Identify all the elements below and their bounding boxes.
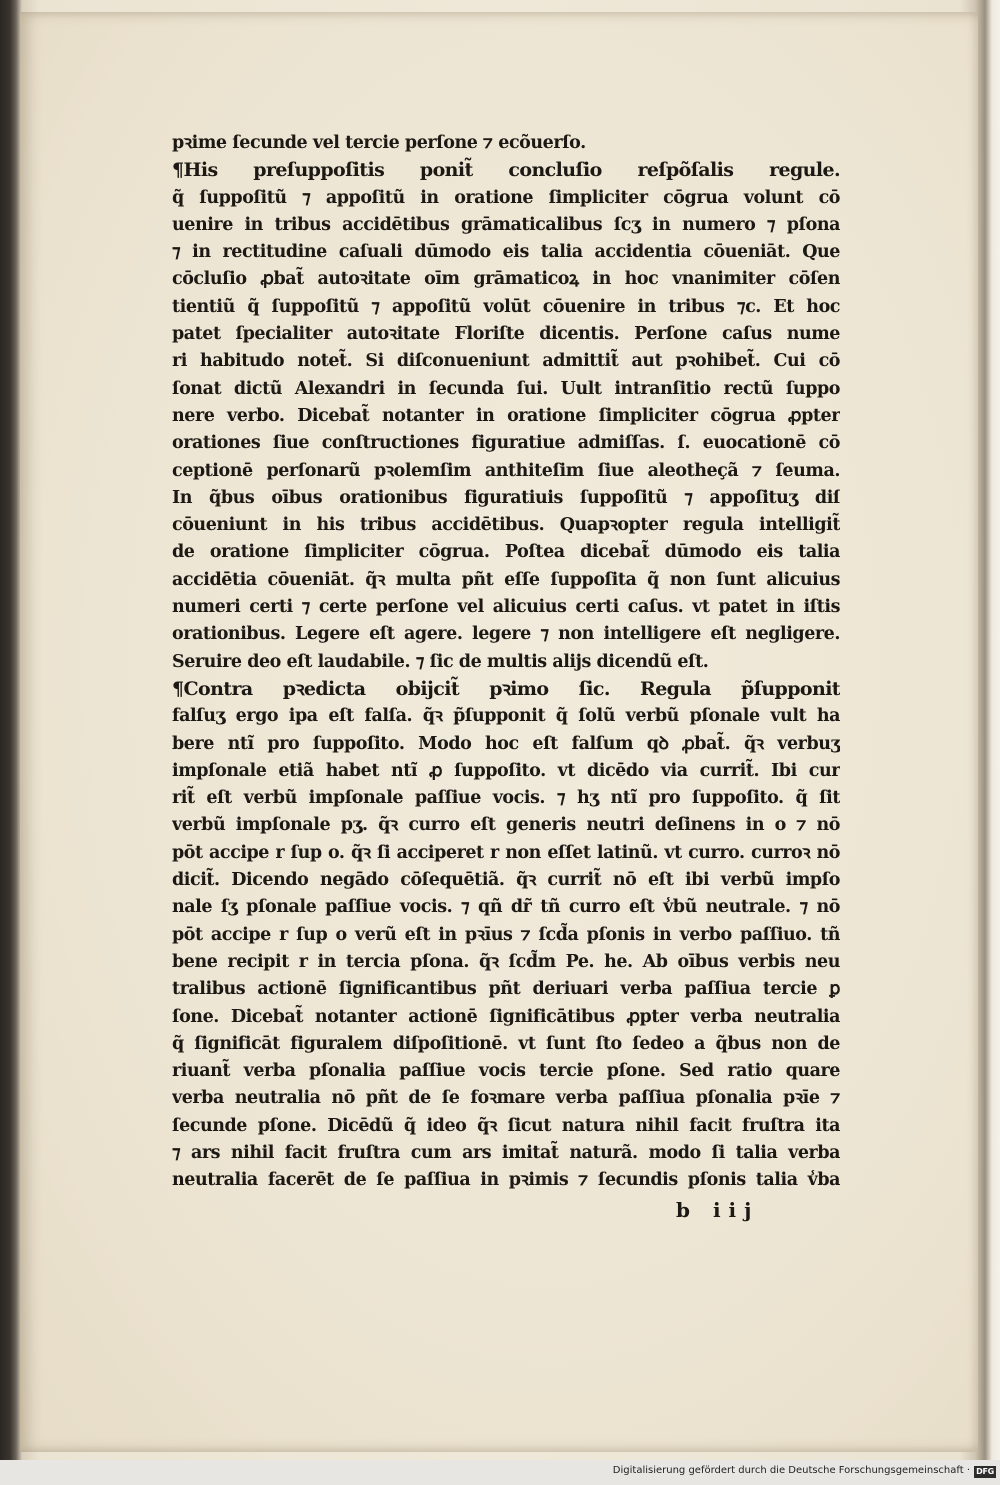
text-line: Seruire deo eſt laudabile. ⁊ ſic de multis alijs dicendũ eſt. bbox=[172, 651, 709, 672]
dfg-logo: DFG bbox=[974, 1466, 996, 1478]
text-line: orationibus. Legere eſt agere. legere ⁊ non intelligere eſt negligere. bbox=[172, 624, 840, 645]
text-line: tralibus actionē ſignificantibus pñt deriuari verba paſſiua tercie ꝑ bbox=[172, 979, 840, 1000]
text-line: bene recipit r in tercia pſona. q̃ꝛ ſcd̃m Pe. he. Ab oībus verbis neu bbox=[172, 951, 840, 972]
text-line: riuant̃ verba pſonalia paſſiue vocis tercie pſone. Sed ratio quare bbox=[172, 1061, 840, 1082]
text-line: ſonat dictũ Alexandri in ſecunda ſui. Uult intranſitio rectũ ſuppo bbox=[172, 378, 840, 399]
text-line: q̃ ſuppoſitũ ⁊ appoſitũ in oratione ſimpliciter cōgrua volunt cō bbox=[172, 187, 840, 208]
text-line: In q̃bus oībus orationibus figuratiuis ſuppoſitũ ⁊ appoſituʒ diſ bbox=[172, 487, 840, 508]
text-line: falſuʒ ergo ipa eſt falſa. q̃ꝛ p̃ſupponit q̃ ſolũ verbũ pſonale vult ha bbox=[172, 706, 840, 727]
text-line: tientiũ q̃ ſuppoſitũ ⁊ appoſitũ volūt cōuenire in tribus ⁊c. Et hoc bbox=[172, 296, 840, 317]
text-line: ſecunde pſone. Dicēdũ q̃ ideo q̃ꝛ ſicut natura nihil facit fruſtra ita bbox=[172, 1115, 840, 1136]
text-line: pōt accipe r ſup o verũ eſt in pꝛīus ⁊ ſcd̃a pſonis in verbo paſſiuo. tñ bbox=[172, 924, 840, 945]
text-line: nere verbo. Dicebat̃ notanter in oratione ſimpliciter cōgrua ꝓpter bbox=[172, 405, 840, 426]
text-line: numeri certi ⁊ certe perſone vel alicuius certi caſus. vt patet in iſtis bbox=[172, 597, 840, 618]
text-line: ri habitudo notet̃. Si diſconueniunt admittit̃ aut pꝛohibet̃. Cui cō bbox=[172, 351, 840, 372]
text-line: orationes ſiue conſtructiones figuratiue admiſſas. ſ. euocationē cō bbox=[172, 433, 840, 454]
text-line: dicit̃. Dicendo negādo cōſequētiã. q̃ꝛ currit̃ nō eſt ibi verbũ impſo bbox=[172, 870, 840, 891]
signature-mark: b iij bbox=[676, 1198, 760, 1222]
text-line: uenire in tribus accidētibus grāmaticalibus ſcʒ in numero ⁊ pſona bbox=[172, 214, 840, 235]
text-line: ¶Contra pꝛedicta obijcit̃ pꝛimo ſic. Regula p̃ſupponit bbox=[172, 677, 840, 700]
text-line: pꝛime ſecunde vel tercie perſone ⁊ ecõuerſo. bbox=[172, 133, 586, 153]
text-line: patet ſpecialiter autoꝛitate Floriſte dicentis. Perſone caſus nume bbox=[172, 324, 840, 345]
text-line: ⁊ ars nihil facit fruſtra cum ars imitat̃ naturã. modo ſi talia verba bbox=[172, 1142, 840, 1163]
text-line: de oratione ſimpliciter cōgrua. Poſtea dicebat̃ dūmodo eis talia bbox=[172, 542, 840, 563]
text-line: cōcluſio ꝓbat̃ autoꝛitate oīm grāmaticoꝝ in hoc vnanimiter cōſen bbox=[172, 269, 840, 290]
text-line: accidētia cōueniāt. q̃ꝛ multa pñt eſſe ſuppoſita q̃ non ſunt alicuius bbox=[172, 569, 840, 590]
text-line: verba neutralia nō pñt de ſe foꝛmare verba paſſiua pſonalia pꝛīe ⁊ bbox=[172, 1088, 840, 1109]
text-line: verbũ impſonale pʒ. q̃ꝛ curro eſt generis neutri deſinens in o ⁊ nō bbox=[172, 815, 840, 836]
text-line: impſonale etiã habet ntĩ ꝓ ſuppoſito. vt dicēdo via currit̃. Ibi cur bbox=[172, 760, 840, 781]
digitization-credit: Digitalisierung gefördert durch die Deutsche Forschungsgemeinschaft · bbox=[612, 1465, 970, 1476]
text-line: bere ntĩ pro ſuppoſito. Modo hoc eſt falſum qꝺ ꝓbat̃. q̃ꝛ verbuʒ bbox=[172, 733, 840, 754]
text-line: pōt accipe r ſup o. q̃ꝛ ſi acciperet r non eſſet latinũ. vt curro. curroꝛ nō bbox=[172, 842, 840, 863]
text-line: ⁊ in rectitudine caſuali dūmodo eis talia accidentia cōueniāt. Que bbox=[172, 242, 840, 263]
text-line: neutralia facerēt de ſe paſſiua in pꝛimis ⁊ ſecundis pſonis talia v̾ba bbox=[172, 1170, 840, 1191]
text-line: ¶His preſuppoſitis ponit̃ concluſio reſpõſalis regule. bbox=[172, 159, 840, 182]
page-text bbox=[172, 130, 840, 1195]
text-line: q̃ ſignificāt figuralem diſpoſitionē. vt ſunt ſto ſedeo a q̃bus non de bbox=[172, 1033, 840, 1054]
text-line: ſone. Dicebat̃ notanter actionē ſignificātibus ꝓpter verba neutralia bbox=[172, 1006, 840, 1027]
text-line: cōueniunt in his tribus accidētibus. Quapꝛopter regula intelligit̃ bbox=[172, 515, 840, 536]
text-line: rit̃ eſt verbũ impſonale paſſiue vocis. ⁊ hʒ ntĩ pro ſuppoſito. q̃ ſit bbox=[172, 788, 840, 809]
text-line: nale ſʒ pſonale paſſiue vocis. ⁊ qñ dr̃ tñ curro eſt v̾bũ neutrale. ⁊ nō bbox=[172, 897, 840, 918]
text-line: ceptionē perſonarũ pꝛolemſim anthiteſim ſiue aleotheçã ⁊ ſeuma. bbox=[172, 460, 840, 481]
